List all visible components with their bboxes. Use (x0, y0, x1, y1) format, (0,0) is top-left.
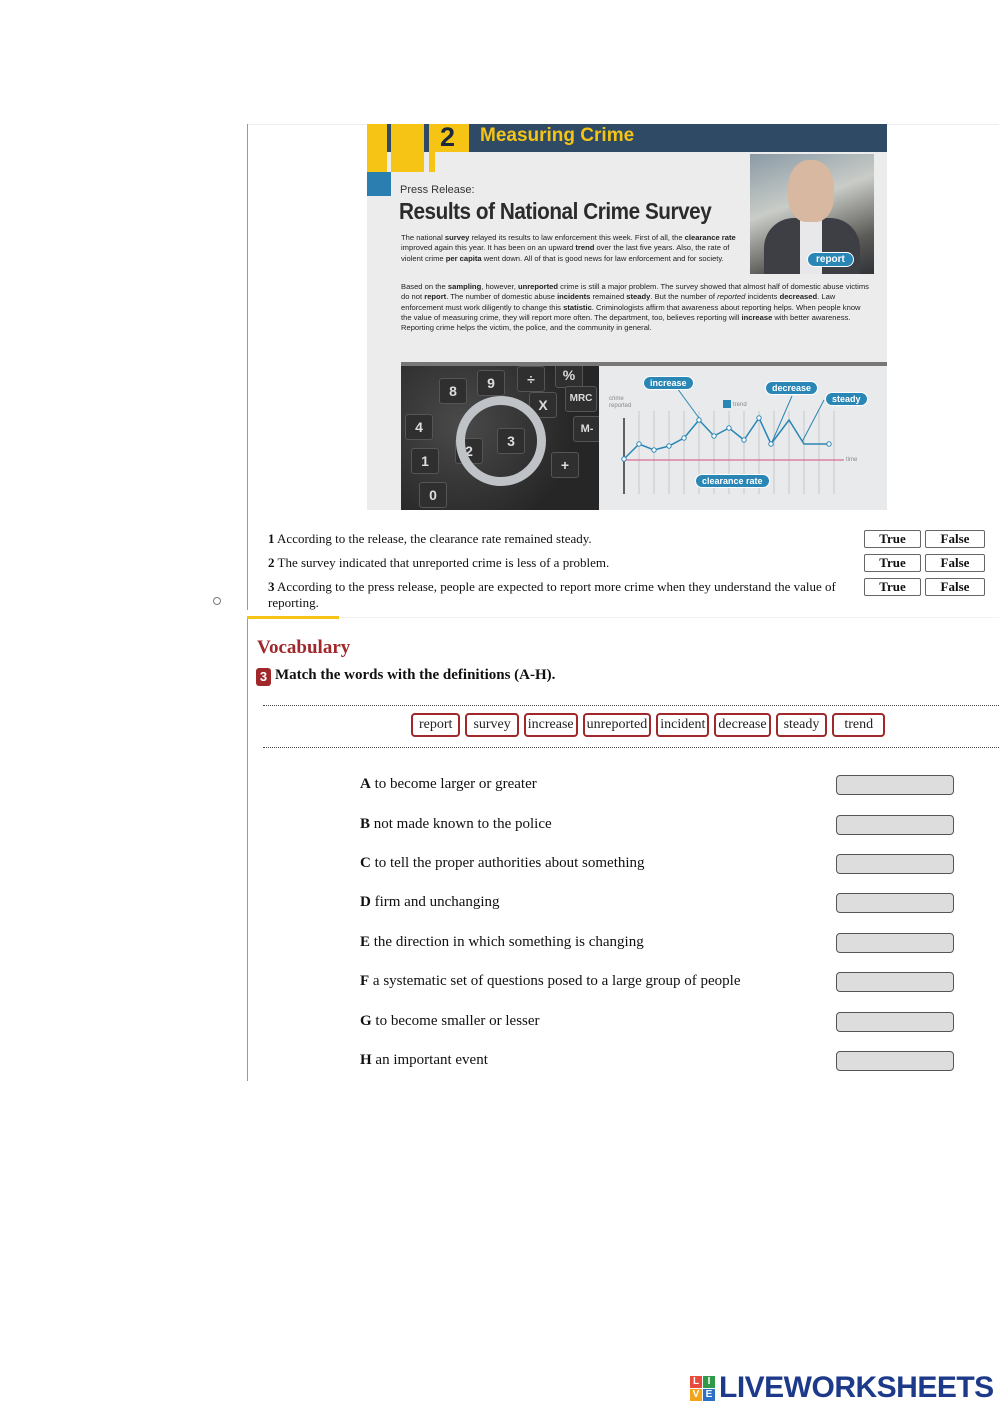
blue-accent-square (367, 172, 391, 196)
calc-key: 2 (455, 438, 483, 464)
book-header-accent (391, 124, 424, 172)
section-divider (339, 617, 999, 618)
legend-trend-label: trend (733, 402, 747, 408)
word-chip-increase[interactable]: increase (524, 713, 578, 737)
definition-text: not made known to the police (373, 816, 552, 832)
section-accent-line (247, 616, 339, 619)
word-chip-unreported[interactable]: unreported (583, 713, 652, 737)
question-text: According to the press release, people are expected to report more crime when they understand the value of reporting. (268, 579, 836, 610)
answer-box-f[interactable] (836, 972, 954, 992)
calc-key: 0 (419, 482, 447, 508)
answer-box-g[interactable] (836, 1012, 954, 1032)
false-button-q1[interactable]: False (925, 530, 985, 548)
calc-key: 8 (439, 378, 467, 404)
logo-wordmark: LIVEWORKSHEETS (719, 1371, 994, 1404)
definition-text: a systematic set of questions posed to a large group of people (372, 973, 741, 989)
false-button-q2[interactable]: False (925, 554, 985, 572)
press-release-label: Press Release: (400, 184, 475, 196)
answer-box-d[interactable] (836, 893, 954, 913)
calc-key: MRC (565, 386, 597, 412)
true-button-q1[interactable]: True (864, 530, 921, 548)
definition-letter: F (360, 973, 370, 989)
definition-f (360, 972, 740, 990)
page-left-rule (247, 124, 248, 610)
handcuffs (456, 396, 546, 486)
calc-key: 9 (477, 370, 505, 396)
word-chip-survey[interactable]: survey (465, 713, 518, 737)
legend-swatch (723, 400, 731, 408)
answer-box-e[interactable] (836, 933, 954, 953)
definition-text: the direction in which something is changing (373, 934, 644, 950)
liveworksheets-logo (690, 1371, 994, 1405)
true-button-q2[interactable]: True (864, 554, 921, 572)
vocabulary-heading: Vocabulary (257, 637, 351, 658)
word-chip-decrease[interactable]: decrease (714, 713, 770, 737)
answer-box-a[interactable] (836, 775, 954, 795)
question-number: 1 (268, 531, 275, 546)
definition-h (360, 1051, 488, 1069)
calc-key: M- (573, 416, 599, 442)
y-axis-label: crime reported (609, 396, 632, 409)
x-axis-label: time (846, 457, 858, 463)
question-text: According to the release, the clearance rate remained steady. (277, 531, 592, 546)
unit-number: 2 (440, 124, 456, 152)
question-number: 2 (268, 555, 275, 570)
definition-text: to become smaller or lesser (375, 1013, 540, 1029)
logo-letter: V (690, 1389, 702, 1401)
word-bank-top-border (263, 705, 999, 706)
false-button-q3[interactable]: False (925, 578, 985, 596)
callout-increase: increase (643, 376, 694, 390)
press-release-paragraph-1: The national survey relayed its results to law enforcement this week. First of all, the clearance rate improved again this year. It has been on an upward trend over the last five years. Also, the rate of violent crime per capita went down. All of that is good news for law enforcement and for society. (401, 233, 736, 263)
trend-graph-svg (599, 366, 887, 510)
definition-letter: C (360, 855, 371, 871)
word-chip-incident[interactable]: incident (656, 713, 709, 737)
question-3 (268, 579, 848, 610)
definition-e (360, 933, 644, 951)
question-number: 3 (268, 579, 275, 594)
logo-letter: I (703, 1376, 715, 1388)
definition-letter: G (360, 1013, 372, 1029)
logo-letter: E (703, 1389, 715, 1401)
word-bank (411, 713, 885, 737)
definition-d (360, 893, 500, 911)
calculator-handcuffs-photo (401, 366, 599, 510)
calc-key: 1 (411, 448, 439, 474)
answer-box-c[interactable] (836, 854, 954, 874)
press-release-title: Results of National Crime Survey (399, 198, 712, 224)
page-left-rule-lower (247, 619, 248, 1081)
definition-text: to tell the proper authorities about something (374, 855, 645, 871)
word-chip-steady[interactable]: steady (776, 713, 828, 737)
trend-graph (599, 366, 887, 510)
question-2 (268, 555, 848, 571)
definition-g (360, 1012, 540, 1030)
callout-clearance-rate: clearance rate (695, 474, 770, 488)
word-bank-bottom-border (263, 747, 999, 748)
definition-letter: B (360, 816, 371, 832)
photo-report-tag: report (807, 252, 854, 267)
book-header-accent (367, 124, 387, 172)
logo-grid-icon (690, 1376, 715, 1401)
answer-box-b[interactable] (836, 815, 954, 835)
definition-a (360, 775, 537, 793)
definition-letter: D (360, 894, 371, 910)
definition-text: firm and unchanging (374, 894, 500, 910)
logo-letter: L (690, 1376, 702, 1388)
callout-steady: steady (825, 392, 868, 406)
definition-letter: E (360, 934, 371, 950)
word-chip-report[interactable]: report (411, 713, 460, 737)
chapter-title: Measuring Crime (480, 125, 635, 146)
exercise-instruction: Match the words with the definitions (A-H). (275, 667, 556, 683)
calc-key: X (529, 392, 557, 418)
calc-key: ÷ (517, 366, 545, 392)
calc-key: 3 (497, 428, 525, 454)
calc-key: % (555, 366, 583, 388)
definition-letter: H (360, 1052, 372, 1068)
question-1 (268, 531, 848, 547)
trend-line (624, 418, 829, 459)
exercise-number-badge: 3 (256, 668, 271, 686)
definition-text: an important event (375, 1052, 488, 1068)
definition-b (360, 815, 552, 833)
definition-c (360, 854, 645, 872)
photo-face (788, 160, 834, 222)
word-chip-trend[interactable]: trend (832, 713, 885, 737)
calc-key: 4 (405, 414, 433, 440)
question-text: The survey indicated that unreported crime is less of a problem. (277, 555, 610, 570)
textbook-image (367, 124, 887, 510)
definition-letter: A (360, 776, 371, 792)
definition-text: to become larger or greater (374, 776, 537, 792)
press-release-paragraph-2: Based on the sampling, however, unreported crime is still a major problem. The survey showed that almost half of domestic abuse victims do not report. The number of domestic abuse incidents remained steady. But the number of reported incidents decreased. Law enforcement must work diligently to change this statistic. Criminologists affirm that awareness about reporting helps. When people know the value of measuring crime, they will report more often. The department, too, believes reporting will increase with better awareness. Reporting crime helps the victim, the police, and the community in general. (401, 282, 869, 333)
answer-box-h[interactable] (836, 1051, 954, 1071)
calc-key: + (551, 452, 579, 478)
callout-decrease: decrease (765, 381, 818, 395)
radio-marker[interactable] (213, 597, 221, 605)
true-button-q3[interactable]: True (864, 578, 921, 596)
